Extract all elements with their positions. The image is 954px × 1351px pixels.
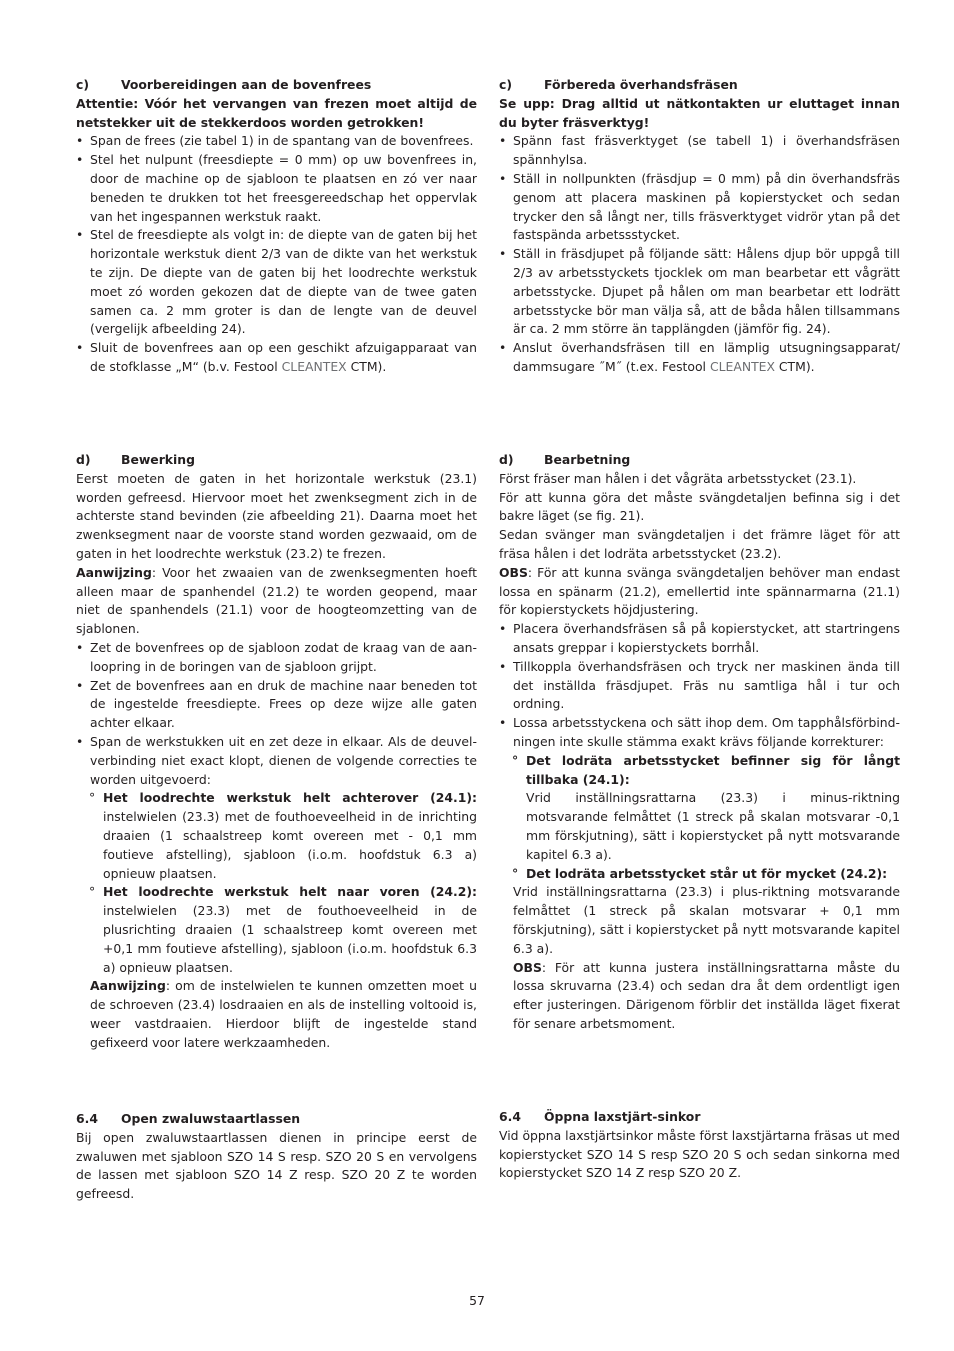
- sub-list-item-label: ° Det lodräta arbetsstycket står ut för mycket (24.2):: [499, 865, 900, 884]
- sv-section-6-4-heading: [499, 1108, 900, 1127]
- obs-label: OBS: [513, 959, 542, 975]
- sv-section-d-sublist: [499, 865, 900, 884]
- note-label: Aanwijzing: [76, 564, 152, 580]
- nl-section-c-list: [76, 132, 477, 376]
- nl-section-d-number: d): [76, 452, 91, 467]
- list-item: • Ställ in nollpunkten (fräsdjup = 0 mm) på din överhandsfräs genom att placera maskinen på kopierstycket och sedan trycker den så långt ner, tills fräsverktyget vidrör ytan på det fastspända arbetssstycket.: [499, 170, 900, 245]
- list-item: • Stel de freesdiepte als volgt in: de diepte van de gaten bij het horizontale werkstuk dient 2/3 van de dikte van het werkstuk te zijn. De diepte van de gaten bij het loodrechte werkstuk moet zó worden gekozen dat de diepte van de twee gaten samen ca. 2 mm groter is dan de lengte van de deuvel (vergelijk afbeelding 24).: [76, 226, 477, 339]
- note-text: : om de instelwielen te kunnen omzetten moet u de schroeven (23.4) losdraaien en als de instelling voltooid is, weer vastdraaien. Hierdoor blijft de ingestelde stand gefixeerd voor latere werkzaamheden.: [90, 978, 477, 1050]
- list-item-text: Sluit de bovenfrees aan op een geschikt afzuigapparaat van de stofklasse „M“ (b.v. Festool: [90, 340, 477, 374]
- sv-section-d-obs2: [499, 959, 900, 1034]
- nl-section-6-4-paragraph: Bij open zwaluwstaartlassen dienen in principe eerst de zwaluwen met sjabloon SZO 14 S resp. SZO 20 S en vervolgens de lassen met sjabloon SZO 14 Z resp. SZO 20 Z te worden gefreesd.: [76, 1129, 477, 1202]
- sv-section-d: [499, 451, 900, 1034]
- obs-text: : För att kunna svänga svängdetaljen behöver man endast lossa en spänarm (21.2), emellertid inte spännarmarna (21.1) för kopierstyckets höjdjustering.: [499, 564, 900, 618]
- nl-section-6-4-number: 6.4: [76, 1111, 98, 1126]
- nl-section-6-4-heading: [76, 1110, 477, 1129]
- sv-section-d-paragraph: För att kunna göra det måste svängdetaljen befinna sig i det bakre läget (se fig. 21).: [499, 489, 900, 524]
- sv-section-d-title: Bearbetning: [544, 452, 631, 467]
- brand-name: CLEANTEX: [709, 358, 775, 374]
- sv-section-d-number: d): [499, 452, 514, 467]
- nl-section-6-4: [76, 1110, 477, 1204]
- sub-list-item: [76, 789, 477, 883]
- sv-section-c-heading: [499, 76, 900, 95]
- sv-section-6-4-paragraph: Vid öppna laxstjärtsinkor måste först laxstjärtarna fräsas ut med kopierstycket SZO 14 S resp SZO 20 S och sedan sinkorna med kopierstycket SZO 14 Z resp SZO 20 Z.: [499, 1127, 900, 1181]
- note-label: Aanwijzing: [90, 978, 166, 994]
- nl-section-c-heading: [76, 76, 477, 95]
- page-number: 57: [469, 1293, 485, 1308]
- nl-section-d-note2: [76, 977, 477, 1052]
- list-item-text: CTM).: [774, 358, 815, 374]
- sv-section-d-obs: [499, 564, 900, 620]
- sub-list-item: [76, 883, 477, 977]
- list-item: • Lossa arbetsstyckena och sätt ihop dem. Om tapphålsförbindningen inte skulle stämma exakt krävs följande korrekturer:: [499, 714, 900, 752]
- sv-section-c-number: c): [499, 77, 513, 92]
- nl-section-d-note: [76, 564, 477, 639]
- sv-section-c-title: Förbereda överhandsfräsen: [544, 77, 738, 92]
- nl-section-c: [76, 76, 477, 377]
- nl-section-d-list: [76, 639, 477, 977]
- sv-section-d-list: [499, 620, 900, 789]
- sub-item-text: Vrid inställningsrattarna (23.3) i plus-riktning motsvarande felmåttet (1 streck på skalan motsvarar + 0,1 mm förskjutning), sätt i kopierstycket på nytt motsvarande kapitel 6.3 a).: [513, 884, 900, 956]
- list-item: [76, 339, 477, 377]
- list-item: • Spänn fast fräsverktyget (se tabell 1) i överhandsfräsen spännhylsa.: [499, 132, 900, 170]
- nl-section-d: [76, 451, 477, 1053]
- sv-section-c: [499, 76, 900, 377]
- nl-section-d-heading: [76, 451, 477, 470]
- list-item: [499, 339, 900, 377]
- sv-section-c-warning: Se upp: Drag alltid ut nätkontakten ur eluttaget innan du byter fräsverktyg!: [499, 95, 900, 130]
- list-item: • Stel het nulpunt (freesdiepte = 0 mm) op uw bovenfrees in, door de machine op de sjabloon te plaatsen en zó ver naar beneden te drukken tot het freesgereedschap het oppervlak van het ingespannen werkstuk raakt.: [76, 151, 477, 226]
- nl-section-6-4-title: Open zwaluwstaartlassen: [121, 1111, 301, 1126]
- nl-section-c-number: c): [76, 77, 90, 92]
- list-item: • Span de frees (zie tabel 1) in de spantang van de bovenfrees.: [76, 132, 477, 151]
- sub-item-text: Vrid inställningsrattarna (23.3) i minus-riktning motsvarande felmåttet (1 streck på skalan motsvarar -0,1 mm förskjutning), sätt i kopierstycket på nytt motsvarande kapitel 6.3 a).: [526, 790, 900, 862]
- nl-section-c-title: Voorbereidingen aan de bovenfrees: [121, 77, 372, 92]
- list-item: • Ställ in fräsdjupet på följande sätt: Hålens djup bör uppgå till 2/3 av arbetsstyckets tjocklek om man bearbetar ett vågrätt arbetsstycke. Djupet på hålen om man bearbetar ett lodrätt arbetsstycke bör man välja så, att de båda hålen tillsammans är ca. 2 mm större än tapplängden (jämför fig. 24).: [499, 245, 900, 339]
- list-item: • Span de werkstukken uit en zet deze in elkaar. Als de deuvelverbinding niet exact klopt, dienen de volgende correcties te worden uitgevoerd:: [76, 733, 477, 789]
- obs-label: OBS: [499, 564, 528, 580]
- list-item: • Tillkoppla överhandsfräsen och tryck ner maskinen ända till det inställda fräsdjupet. Fräs nu samtliga hål i tur och ordning.: [499, 658, 900, 714]
- note-text: : Voor het zwaaien van de zwenksegmenten hoeft alleen maar de spanhendel (21.2) te worden geopend, maar niet de spanhendels (21.1) voor de hoogteomzetting van de sjablonen.: [76, 564, 477, 637]
- sv-section-d-paragraph: Sedan svänger man svängdetaljen i det främre läget för att fräsa hålen i det lodräta arbetsstycket (23.2).: [499, 527, 900, 561]
- sub-item-label: Het loodrechte werkstuk helt naar voren (24.2):: [103, 884, 477, 900]
- nl-section-c-warning: Attentie: Vóór het vervangen van frezen moet altijd de netstekker uit de stekkerdoos worden getrokken!: [76, 95, 477, 130]
- sub-item-text: instelwielen (23.3) met de fouthoeveelheid in de inrichting draaien (1 schaalstreep komt overeen met - 0,1 mm foutieve afstelling), sjabloon (i.o.m. hoofdstuk 6.3 a) opnieuw plaatsen.: [103, 809, 477, 881]
- sv-section-6-4-title: Öppna laxstjärt-sinkor: [544, 1109, 701, 1124]
- list-item: • Zet de bovenfrees aan en druk de machine naar beneden tot de ingestelde freesdiepte. Frees op deze wijze alle gaten achter elkaar.: [76, 677, 477, 733]
- sub-item-text: instelwielen (23.3) met de fouthoeveelheid in de plusrichting draaien (1 schaalstreep komt overeen met +0,1 mm foutieve afstelling), sjabloon (i.o.m. hoofdstuk 6.3 a) opnieuw plaatsen.: [103, 903, 477, 975]
- nl-section-d-title: Bewerking: [121, 452, 195, 467]
- sv-section-c-list: [499, 132, 900, 376]
- sv-section-6-4-number: 6.4: [499, 1109, 521, 1124]
- sv-section-d-heading: [499, 451, 900, 470]
- brand-name: CLEANTEX: [281, 358, 347, 374]
- sv-section-6-4: [499, 1108, 900, 1183]
- list-item-text: Anslut överhandsfräsen till en lämplig utsugningsapparat/ dammsugare ˝M˝ (t.ex. Festool: [513, 340, 900, 374]
- list-item-text: CTM).: [346, 358, 387, 374]
- list-item: • Placera överhandsfräsen så på kopierstycket, att startringens ansats greppar i kopierstyckets borrhål.: [499, 620, 900, 658]
- sv-section-d-paragraph: Först fräser man hålen i det vågräta arbetsstycket (23.1).: [499, 470, 857, 486]
- sub-item-label: Het loodrechte werkstuk helt achterover (24.1):: [103, 790, 477, 806]
- sub-list-item-label: ° Det lodräta arbetsstycket befinner sig för långt tillbaka (24.1):: [499, 752, 900, 790]
- obs-text: : För att kunna justera inställningsrattarna måste du lossa skruvarna (23.4) och sedan dra åt dem ordentligt igen efter justeringen. Därigenom förblir det inställda läget fixerat för senare arbetsmoment.: [513, 959, 900, 1031]
- nl-section-d-paragraph: Eerst moeten de gaten in het horizontale werkstuk (23.1) worden gefreesd. Hiervoor moet het zwenksegment zich in de achterste stand bevinden (zie afbeelding 21). Daarna moet het zwenksegment naar de voorste stand worden gezwaaid, om de gaten in het loodrechte werkstuk (23.2) te frezen.: [76, 470, 477, 561]
- list-item: • Zet de bovenfrees op de sjabloon zodat de kraag van de aanloopring in de boringen van de sjabloon grijpt.: [76, 639, 477, 677]
